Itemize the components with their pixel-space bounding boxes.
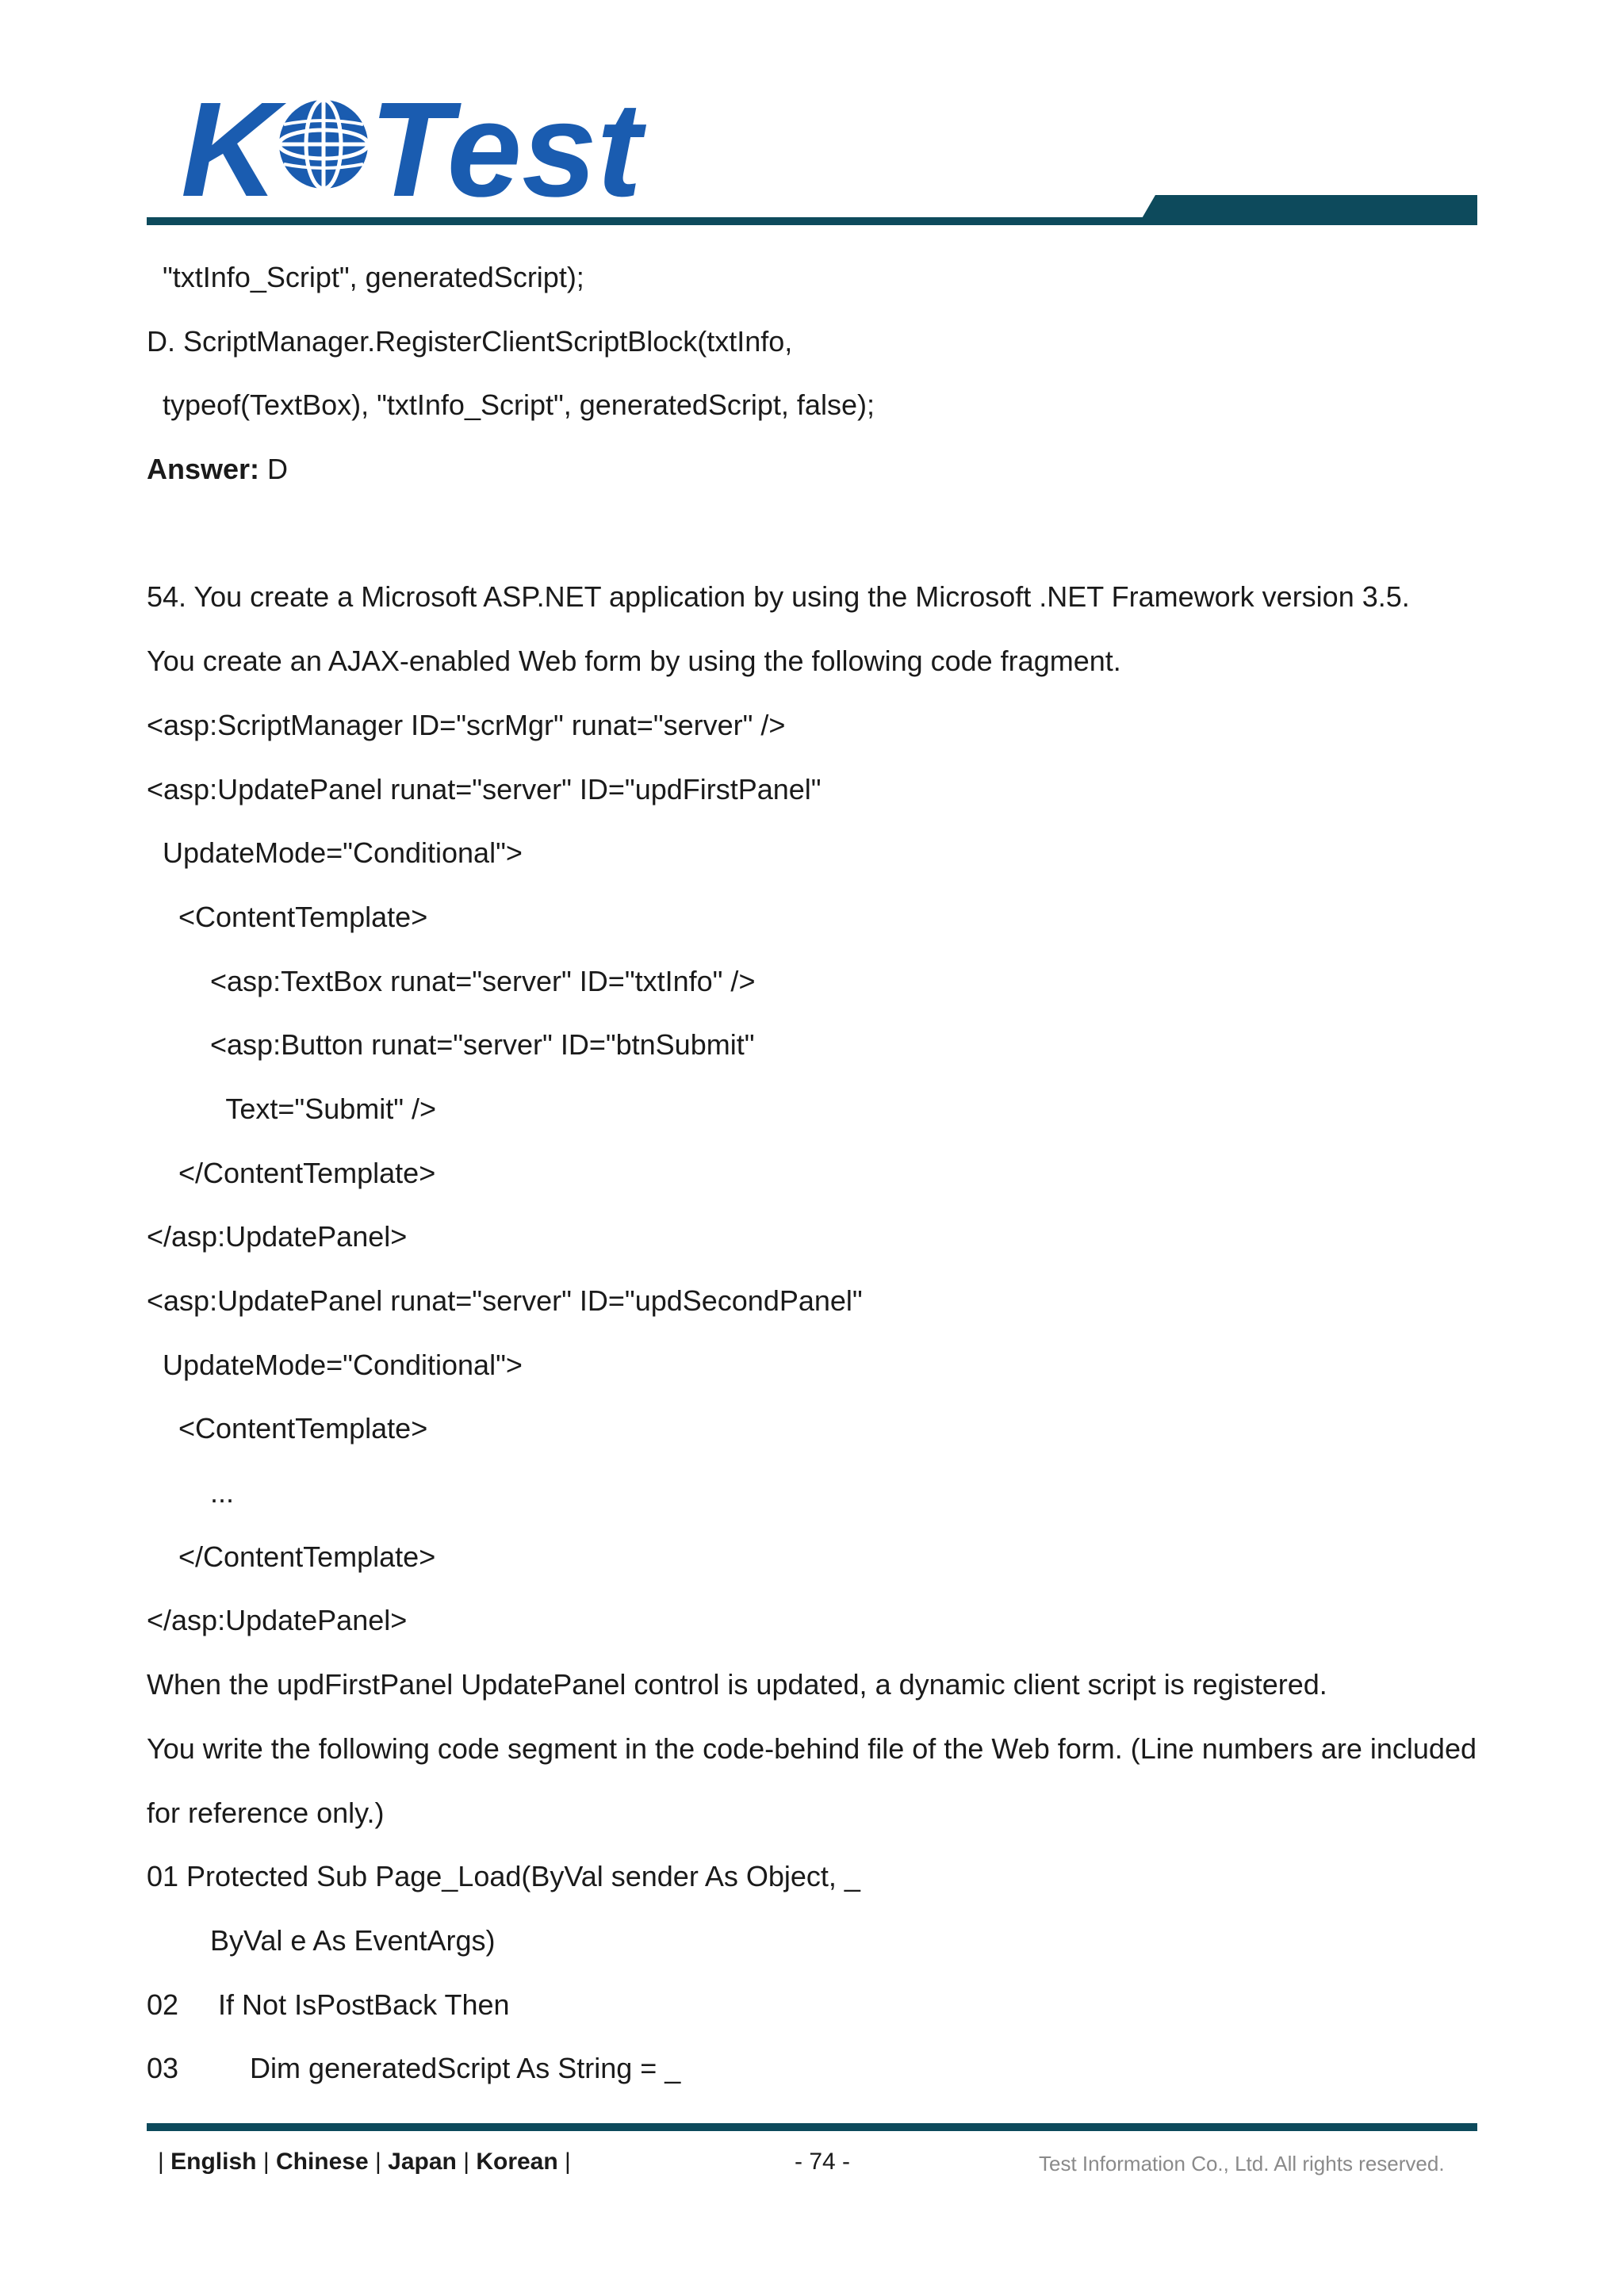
text-line: typeof(TextBox), "txtInfo_Script", generatedScript, false);: [147, 388, 875, 422]
code-line: 03 Dim generatedScript As String = _: [147, 2052, 681, 2085]
code-line: <ContentTemplate>: [147, 1412, 428, 1445]
link-japan[interactable]: Japan: [388, 2149, 457, 2175]
globe-icon: [279, 100, 368, 189]
code-line: 01 Protected Sub Page_Load(ByVal sender As Object, _: [147, 1860, 860, 1893]
code-line: UpdateMode="Conditional">: [147, 1348, 523, 1381]
question-title: 54. You create a Microsoft ASP.NET application by using the Microsoft .NET Framework version 3.5.: [147, 580, 1410, 614]
text-line: for reference only.): [147, 1796, 385, 1829]
code-line: ...: [147, 1476, 235, 1510]
text-line: You write the following code segment in the code-behind file of the Web form. (Line numbers are included: [147, 1732, 1477, 1765]
blank-line: [147, 511, 1487, 576]
code-line: UpdateMode="Conditional">: [147, 836, 523, 870]
code-line: </asp:UpdatePanel>: [147, 1220, 408, 1253]
code-line: </ContentTemplate>: [147, 1156, 436, 1189]
code-line: <ContentTemplate>: [147, 900, 428, 933]
link-chinese[interactable]: Chinese: [275, 2149, 369, 2175]
code-line: <asp:Button runat="server" ID="btnSubmit": [147, 1028, 755, 1062]
answer-label: Answer:: [147, 453, 260, 486]
header-rule: [147, 193, 1477, 230]
link-english[interactable]: English: [170, 2149, 257, 2175]
page-number: - 74 -: [795, 2149, 851, 2175]
code-line: <asp:UpdatePanel runat="server" ID="updFirstPanel": [147, 772, 822, 806]
code-line: <asp:ScriptManager ID="scrMgr" runat="server" />: [147, 708, 786, 741]
footer-rule: [147, 2123, 1477, 2131]
code-line: <asp:TextBox runat="server" ID="txtInfo" />: [147, 964, 756, 997]
separator: |: [456, 2149, 477, 2175]
logo-word-test: Test: [370, 89, 642, 208]
code-line: </asp:UpdatePanel>: [147, 1604, 408, 1637]
code-line: <asp:UpdatePanel runat="server" ID="updSecondPanel": [147, 1284, 863, 1317]
separator: |: [158, 2149, 171, 2175]
language-links: [158, 2149, 571, 2175]
document-body: [147, 255, 1487, 2110]
logo-letter-k: K: [181, 89, 278, 208]
code-line: Text="Submit" />: [147, 1092, 437, 1125]
answer-value: D: [259, 453, 289, 486]
code-line: ByVal e As EventArgs): [147, 1923, 496, 1957]
code-line: </ContentTemplate>: [147, 1540, 436, 1573]
copyright-notice: Test Information Co., Ltd. All rights reserved.: [1039, 2152, 1445, 2175]
ktest-logo: [181, 89, 657, 208]
text-line: "txtInfo_Script", generatedScript);: [147, 261, 584, 293]
separator: |: [256, 2149, 276, 2175]
code-line: 02 If Not IsPostBack Then: [147, 1988, 510, 2021]
page-footer: [147, 2141, 1477, 2188]
text-line: D. ScriptManager.RegisterClientScriptBlock(txtInfo,: [147, 324, 793, 358]
text-line: You create an AJAX-enabled Web form by using the following code fragment.: [147, 645, 1121, 678]
page-header: [0, 0, 1624, 238]
separator: |: [368, 2149, 389, 2175]
answer-line: [147, 447, 1487, 511]
text-line: When the updFirstPanel UpdatePanel control is updated, a dynamic client script is registered.: [147, 1668, 1327, 1701]
link-korean[interactable]: Korean: [476, 2149, 558, 2175]
separator: |: [557, 2149, 571, 2175]
